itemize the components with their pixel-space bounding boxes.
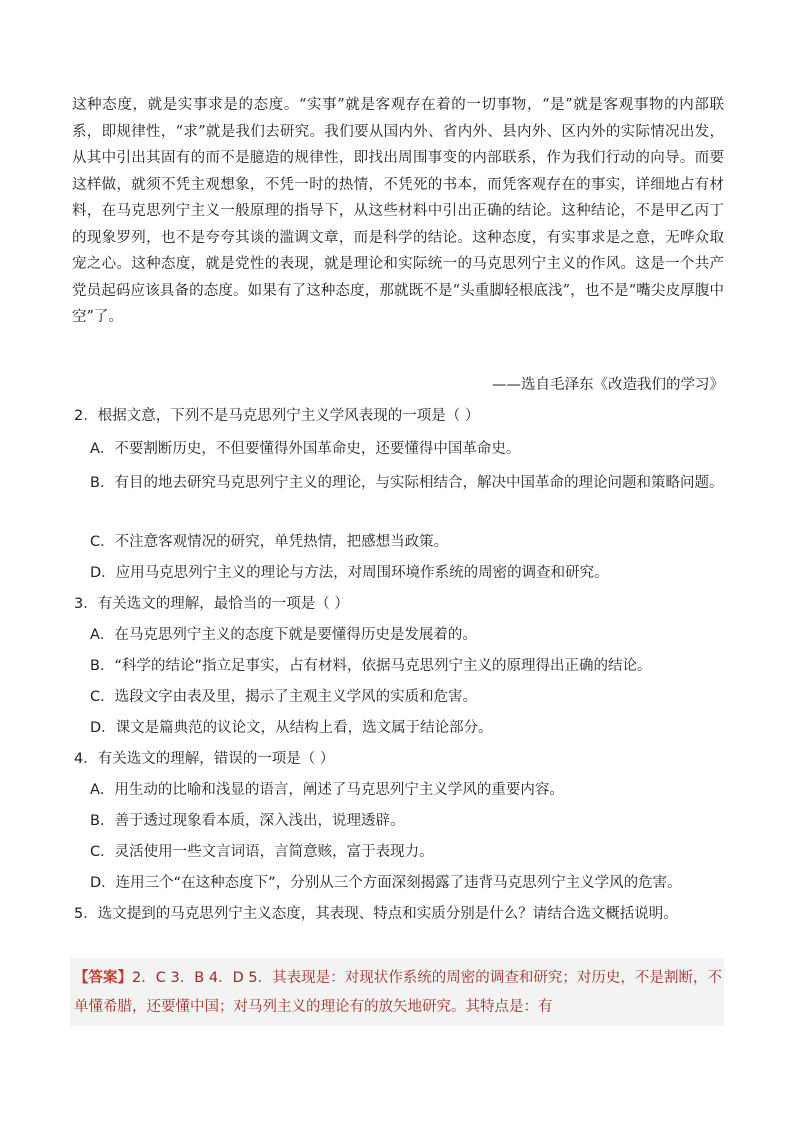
question-stem: 4．有关选文的理解，错误的一项是（ ） [74, 751, 335, 767]
question-5 [74, 903, 728, 925]
option-d: D．应用马克思列宁主义的理论与方法，对周围环境作系统的周密的调查和研究。 [90, 565, 609, 581]
question-3 [74, 593, 728, 736]
question-stem: 3．有关选文的理解，最恰当的一项是（ ） [74, 596, 349, 612]
option-d: D．连用三个“在这种态度下”，分别从三个方面深刻揭露了违背马克思列宁主义学风的危害。 [90, 875, 682, 891]
option-b: B．有目的地去研究马克思列宁主义的理论，与实际相结合，解决中国革命的理论问题和策略问题。 [90, 475, 724, 491]
option-c: C．选段文字由表及里，揭示了主观主义学风的实质和危害。 [90, 689, 478, 705]
option-d: D．课文是篇典范的议论文，从结构上看，选文属于结论部分。 [90, 720, 493, 736]
option-c: C．灵活使用一些文言词语，言简意赅，富于表现力。 [90, 844, 434, 860]
answer-text: 2．C 3．B 4．D 5．其表现是：对现状作系统的周密的调查和研究；对历史，不是割断，不单懂希腊，还要懂中国；对马列主义的理论有的放矢地研究。其特点是：有 [74, 970, 722, 1015]
answer-label: 【答案】 [74, 970, 133, 986]
option-a: A．不要割断历史，不但要懂得外国革命史，还要懂得中国革命史。 [90, 441, 521, 457]
option-a: A．用生动的比喻和浅显的语言，阐述了马克思列宁主义学风的重要内容。 [90, 782, 564, 798]
answer-content [74, 964, 722, 1022]
question-stem: 2．根据文意，下列不是马克思列宁主义学风表现的一项是（ ） [74, 408, 480, 424]
passage-attribution: ——选自毛泽东《改造我们的学习》 [492, 377, 724, 393]
option-b: B．善于透过现象看本质，深入浅出，说理透辟。 [90, 813, 405, 829]
option-a: A．在马克思列宁主义的态度下就是要懂得历史是发展着的。 [90, 627, 477, 643]
question-stem: 5．选文提到的马克思列宁主义态度，其表现、特点和实质分别是什么？请结合选文概括说明。 [74, 906, 678, 922]
option-b: B．“科学的结论”指立足事实，占有材料，依据马克思列宁主义的原理得出正确的结论。 [90, 658, 652, 674]
question-2 [74, 405, 728, 581]
question-4 [74, 748, 728, 891]
option-c: C．不注意客观情况的研究，单凭热情，把感想当政策。 [90, 534, 449, 550]
answer-box [70, 958, 724, 1026]
reading-passage: 这种态度，就是实事求是的态度。“实事”就是客观存在着的一切事物，“是”就是客观事物的内部联系，即规律性，“求”就是我们去研究。我们要从国内外、省内外、县内外、区内外的实际情况出发，从其中引出其固有的而不是臆造的规律性，即找出周围事变的内部联系，作为我们行动的向导。而要这样做，就须不凭主观想象，不凭一时的热情，不凭死的书本，而凭客观存在的事实，详细地占有材料，在马克思列宁主义一般原理的指导下，从这些材料中引出正确的结论。这种结论，不是甲乙丙丁的现象罗列，也不是夸夸其谈的滥调文章，而是科学的结论。这种态度，有实事求是之意，无哗众取宠之心。这种态度，就是党性的表现，就是理论和实际统一的马克思列宁主义的作风。这是一个共产党员起码应该具备的态度。如果有了这种态度，那就既不是“头重脚轻根底浅”，也不是“嘴尖皮厚腹中空”了。 [72, 97, 724, 325]
